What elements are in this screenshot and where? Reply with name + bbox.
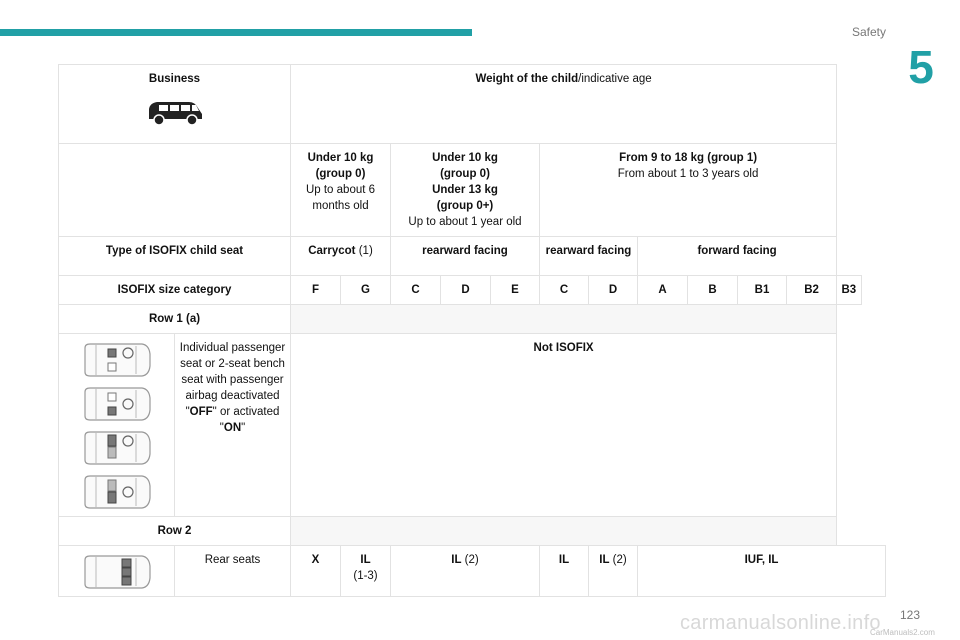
watermark-small: CarManuals2.com bbox=[870, 628, 935, 637]
rear-carrycot-value: X bbox=[291, 546, 341, 597]
row1-description-cell bbox=[175, 334, 291, 517]
row2-diagram-cell bbox=[59, 546, 175, 597]
rear-cde-cell bbox=[391, 546, 540, 597]
group-1-cell bbox=[540, 144, 837, 237]
airbag-off-label: OFF bbox=[189, 406, 213, 418]
carrycot-note: (1) bbox=[355, 245, 373, 257]
rearward-facing-cell-2: rearward facing bbox=[540, 237, 638, 276]
row1-description-c: " bbox=[241, 422, 246, 434]
row2-header-row bbox=[59, 517, 886, 546]
row1-header-row bbox=[59, 305, 886, 334]
forward-facing-cell: forward facing bbox=[638, 237, 837, 276]
size-category-row bbox=[59, 276, 886, 305]
group-0-group: (group 0) bbox=[315, 168, 366, 180]
watermark: carmanualsonline.info bbox=[680, 612, 881, 634]
table-header-row bbox=[59, 65, 886, 144]
groups-row bbox=[59, 144, 886, 237]
not-isofix-cell: Not ISOFIX bbox=[291, 334, 837, 517]
car-top-view-icon bbox=[82, 474, 152, 510]
row1-diagrams-cell bbox=[59, 334, 175, 517]
rear-cde-value: IL bbox=[451, 554, 462, 566]
page-number: 123 bbox=[900, 608, 921, 622]
size-cell: E bbox=[491, 276, 540, 305]
rear-c-value: IL bbox=[540, 546, 589, 597]
size-cell: F bbox=[291, 276, 341, 305]
row1-description-b: " or activated " bbox=[212, 406, 280, 434]
row1-blank bbox=[291, 305, 837, 334]
section-title: Safety bbox=[851, 25, 886, 39]
isofix-table bbox=[58, 64, 886, 597]
airbag-on-label: ON bbox=[223, 422, 242, 434]
weight-header-rest: /indicative age bbox=[578, 73, 652, 85]
group-0plus-weight-b: Under 13 kg bbox=[432, 184, 498, 196]
size-cell: G bbox=[341, 276, 391, 305]
size-cell: B3 bbox=[837, 276, 861, 305]
vehicle-cell bbox=[59, 65, 291, 144]
chapter-number: 5 bbox=[908, 41, 934, 93]
rear-forward-value: IUF, IL bbox=[638, 546, 886, 597]
size-cell: B1 bbox=[738, 276, 787, 305]
weight-header-cell bbox=[291, 65, 837, 144]
group-0plus-group-b: (group 0+) bbox=[436, 200, 494, 212]
car-top-view-icon bbox=[82, 386, 152, 422]
rear-cde-note: (2) bbox=[461, 554, 479, 566]
group-1-weight: From 9 to 18 kg (group 1) bbox=[619, 152, 758, 164]
rear-g-cell bbox=[341, 546, 391, 597]
group-0-age: Up to about 6 months old bbox=[305, 184, 376, 212]
rearward-facing-cell: rearward facing bbox=[391, 237, 540, 276]
row1-description-a: Individual passenger seat or 2-seat bench seat with passenger airbag deactivated " bbox=[179, 342, 286, 418]
car-top-view-icon bbox=[82, 430, 152, 466]
car-top-view-icon bbox=[82, 342, 152, 378]
van-icon bbox=[145, 99, 205, 127]
size-cell: C bbox=[391, 276, 441, 305]
weight-header-bold: Weight of the child bbox=[475, 73, 579, 85]
row2-label: Row 2 bbox=[59, 517, 291, 546]
size-category-label: ISOFIX size category bbox=[59, 276, 291, 305]
group-0plus-cell bbox=[391, 144, 540, 237]
car-rear-seats-icon bbox=[82, 554, 152, 590]
rear-d-value: IL bbox=[599, 554, 610, 566]
size-cell: D bbox=[589, 276, 638, 305]
size-cell: B2 bbox=[787, 276, 837, 305]
size-cell: B bbox=[688, 276, 738, 305]
group-0plus-group-a: (group 0) bbox=[440, 168, 490, 180]
rear-seats-label: Rear seats bbox=[175, 546, 291, 597]
rear-d-note: (2) bbox=[609, 554, 627, 566]
row1-content-row bbox=[59, 334, 886, 517]
group-0plus-age: Up to about 1 year old bbox=[408, 216, 522, 228]
groups-empty-cell bbox=[59, 144, 291, 237]
group-0-weight: Under 10 kg bbox=[307, 152, 374, 164]
row1-label: Row 1 (a) bbox=[59, 305, 291, 334]
group-0plus-weight-a: Under 10 kg bbox=[432, 152, 498, 164]
size-cell: A bbox=[638, 276, 688, 305]
vehicle-label: Business bbox=[148, 73, 201, 85]
seat-type-row bbox=[59, 237, 886, 276]
carrycot-cell bbox=[291, 237, 391, 276]
group-1-age: From about 1 to 3 years old bbox=[617, 168, 759, 180]
rear-g-note: (1-3) bbox=[353, 570, 378, 582]
rear-g-value: IL bbox=[360, 554, 371, 566]
size-cell: C bbox=[540, 276, 589, 305]
header-accent-bar bbox=[0, 29, 472, 36]
row2-blank bbox=[291, 517, 837, 546]
seat-type-label: Type of ISOFIX child seat bbox=[59, 237, 291, 276]
group-0-cell bbox=[291, 144, 391, 237]
row2-content-row bbox=[59, 546, 886, 597]
size-cell: D bbox=[441, 276, 491, 305]
carrycot-label: Carrycot bbox=[308, 245, 356, 257]
rear-d-cell bbox=[589, 546, 638, 597]
